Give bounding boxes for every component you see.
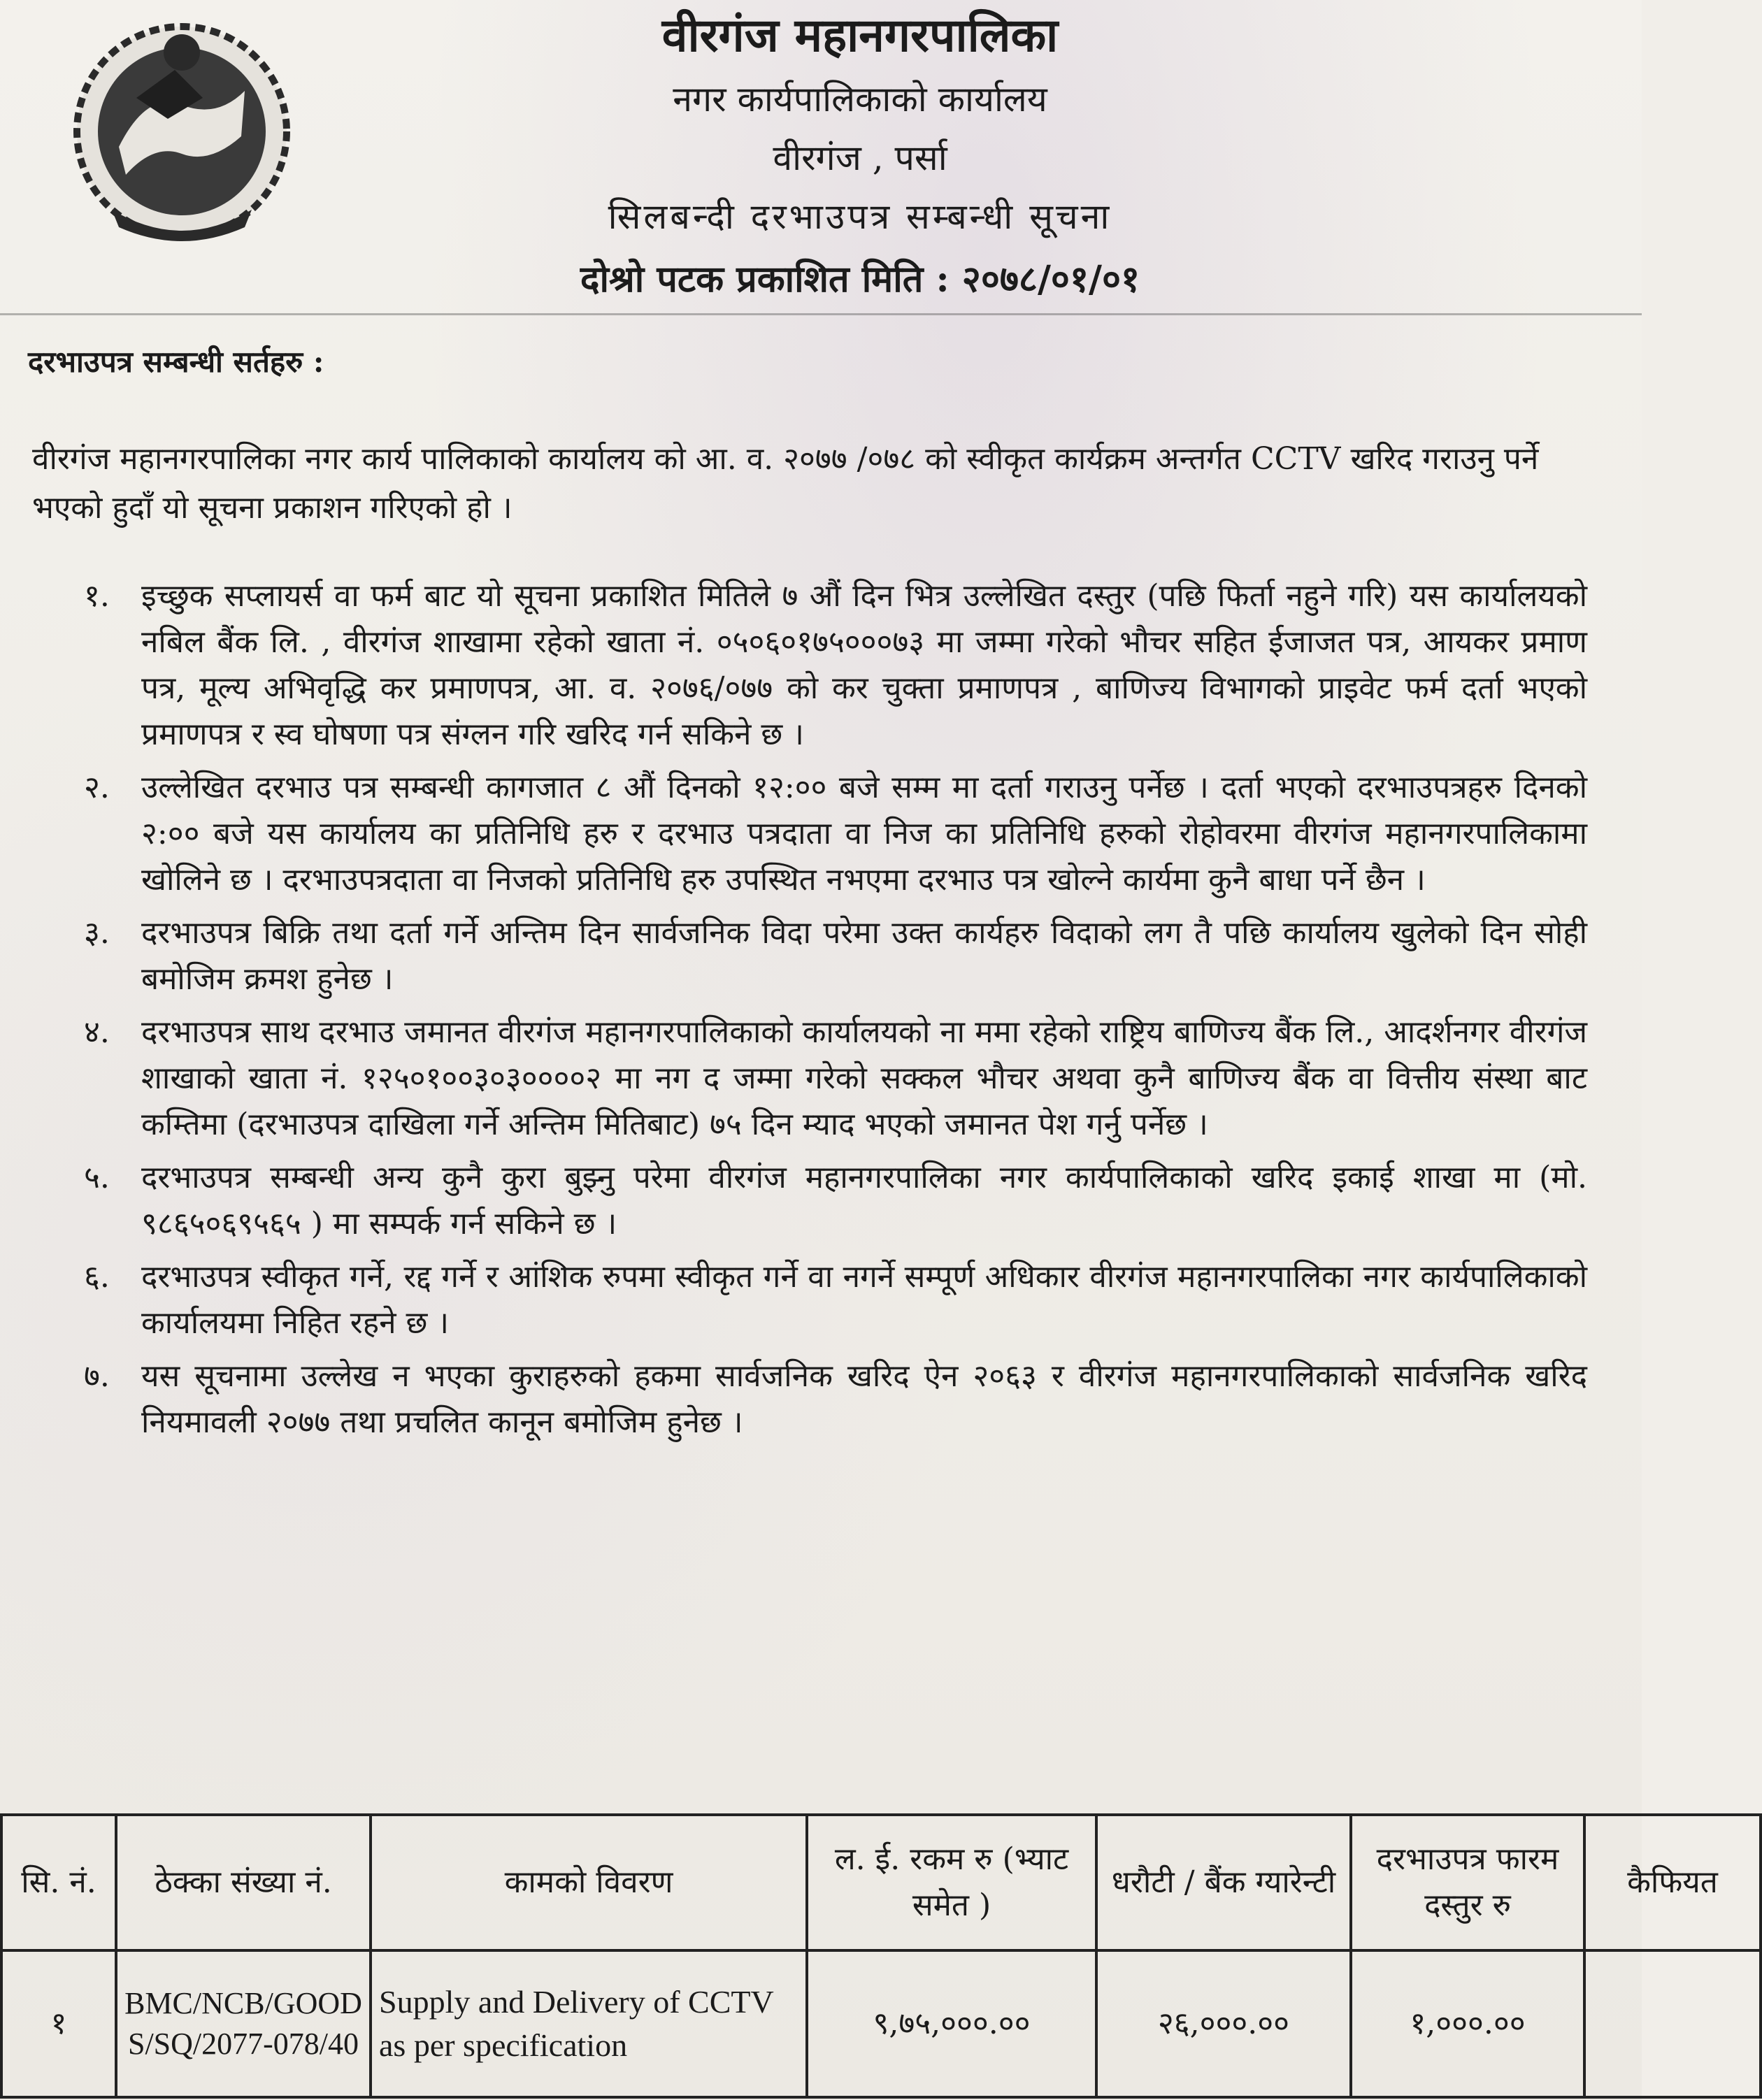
municipality-title: वीरगंज महानगरपालिका: [661, 8, 1059, 62]
terms-heading: दरभाउपत्र सम्बन्धी सर्तहरु :: [28, 345, 324, 379]
header-description: कामको विवरण: [371, 1815, 807, 1950]
cell-form-fee: १,०००.००: [1351, 1950, 1584, 2097]
notice-title: सिलबन्दी दरभाउपत्र सम्बन्धी सूचना: [608, 196, 1112, 237]
emblem-icon: [70, 14, 294, 255]
header-contract: ठेक्का संख्या नं.: [116, 1815, 371, 1950]
header-remarks: कैफियत: [1584, 1815, 1761, 1950]
cell-sn: १: [1, 1950, 116, 2097]
clause-item: [84, 573, 1587, 758]
clause-item: [84, 1254, 1587, 1346]
intro-paragraph: वीरगंज महानगरपालिका नगर कार्य पालिकाको कार्यालय को आ. व. २०७७ /०७८ को स्वीकृत कार्यक्रम अन्तर्गत CCTV खरिद गराउनु पर्ने भएको हुदाँ यो सूचना प्रकाशन गरिएको हो ।: [32, 441, 1539, 526]
bid-table-container: [0, 1813, 1718, 2099]
cell-guarantee: २६,०००.००: [1096, 1950, 1351, 2097]
clause-text: दरभाउपत्र बिक्रि तथा दर्ता गर्ने अन्तिम दिन सार्वजनिक विदा परेमा उक्त कार्यहरु विदाको लग तै पछि कार्यालय खुलेको दिन सोही बमोजिम क्रमश हुनेछ ।: [141, 915, 1587, 997]
document-header: [392, 0, 1328, 313]
table-row: [1, 1950, 1761, 2097]
clause-number: १.: [84, 578, 110, 614]
publication-date: दोश्रो पटक प्रकाशित मिति : २०७८/०१/०१: [580, 258, 1140, 301]
clause-text: दरभाउपत्र सम्बन्धी अन्य कुनै कुरा बुझ्नु परेमा वीरगंज महानगरपालिका नगर कार्यपालिकाको खरिद इकाई शाखा मा (मो. ९८६५०६९५६५ ) मा सम्पर्क गर्न सकिने छ ।: [141, 1160, 1587, 1242]
clause-number: ३.: [84, 915, 110, 951]
header-sn: सि. नं.: [1, 1815, 116, 1950]
clause-text: उल्लेखित दरभाउ पत्र सम्बन्धी कागजात ८ औं दिनको १२:०० बजे सम्म मा दर्ता गराउनु पर्नेछ । दर्ता भएको दरभाउपत्रहरु दिनको २:०० बजे यस कार्यालय का प्रतिनिधि हरु र दरभाउ पत्रदाता वा निज का प्रतिनिधि हरुको रोहोवरमा वीरगंज महानगरपालिकामा खोलिने छ । दरभाउपत्रदाता वा निजको प्रतिनिधि हरु उपस्थित नभएमा दरभाउ पत्र खोल्ने कार्यमा कुनै बाधा पर्ने छैन ।: [141, 770, 1587, 898]
clause-item: [84, 1155, 1587, 1247]
clause-number: ५.: [84, 1160, 110, 1195]
clause-item: [84, 1353, 1587, 1446]
cell-cost: ९,७५,०००.००: [807, 1950, 1096, 2097]
header-divider: [0, 313, 1642, 315]
clause-number: ४.: [84, 1014, 110, 1050]
clause-number: ६.: [84, 1259, 110, 1295]
header-cost: ल. ई. रकम रु (भ्याट समेत ): [807, 1815, 1096, 1950]
table-header-row: [1, 1815, 1761, 1950]
clause-number: ७.: [84, 1358, 110, 1394]
office-name: नगर कार्यपालिकाको कार्यालय: [673, 79, 1047, 120]
cell-contract: BMC/NCB/GOODS/SQ/2077-078/40: [116, 1950, 371, 2097]
cell-description: Supply and Delivery of CCTV as per specification: [371, 1950, 807, 2097]
office-location: वीरगंज , पर्सा: [773, 138, 947, 178]
header-form-fee: दरभाउपत्र फारम दस्तुर रु: [1351, 1815, 1584, 1950]
clause-item: [84, 910, 1587, 1002]
clause-number: २.: [84, 770, 110, 805]
clause-text: दरभाउपत्र स्वीकृत गर्ने, रद्द गर्ने र आंशिक रुपमा स्वीकृत गर्ने वा नगर्ने सम्पूर्ण अधिकार वीरगंज महानगरपालिका नगर कार्यपालिकाको कार्यालयमा निहित रहने छ ।: [141, 1259, 1587, 1341]
clause-text: दरभाउपत्र साथ दरभाउ जमानत वीरगंज महानगरपालिकाको कार्यालयको ना ममा रहेको राष्ट्रिय बाणिज्य बैंक लि., आदर्शनगर वीरगंज शाखाको खाता नं. १२५०१००३०३००००२ मा नग द जम्मा गरेको सक्कल भौचर अथवा कुनै बाणिज्य बैंक वा वित्तीय संस्था बाट कम्तिमा (दरभाउपत्र दाखिला गर्ने अन्तिम मितिबाट) ७५ दिन म्याद भएको जमानत पेश गर्नु पर्नेछ ।: [141, 1014, 1587, 1142]
bid-table: [0, 1813, 1762, 2099]
terms-list: [84, 573, 1587, 1453]
clause-text: इच्छुक सप्लायर्स वा फर्म बाट यो सूचना प्रकाशित मितिले ७ औं दिन भित्र उल्लेखित दस्तुर (पछि फिर्ता नहुने गरि) यस कार्यालयको नबिल बैंक लि. , वीरगंज शाखामा रहेको खाता नं. ०५०६०१७५०००७३ मा जम्मा गरेको भौचर सहित ईजाजत पत्र, आयकर प्रमाण पत्र, मूल्य अभिवृद्धि कर प्रमाणपत्र, आ. व. २०७६/०७७ को कर चुक्ता प्रमाणपत्र , बाणिज्य विभागको प्राइवेट फर्म दर्ता भएको प्रमाणपत्र र स्व घोषणा पत्र संग्लन गरि खरिद गर्न सकिने छ ।: [141, 578, 1587, 752]
cell-remarks: [1584, 1950, 1761, 2097]
header-guarantee: धरौटी / बैंक ग्यारेन्टी: [1096, 1815, 1351, 1950]
clause-item: [84, 1009, 1587, 1148]
clause-text: यस सूचनामा उल्लेख न भएका कुराहरुको हकमा सार्वजनिक खरिद ऐन २०६३ र वीरगंज महानगरपालिकाको सार्वजनिक खरिद नियमावली २०७७ तथा प्रचलित कानून बमोजिम हुनेछ ।: [141, 1358, 1587, 1440]
clause-item: [84, 765, 1587, 903]
